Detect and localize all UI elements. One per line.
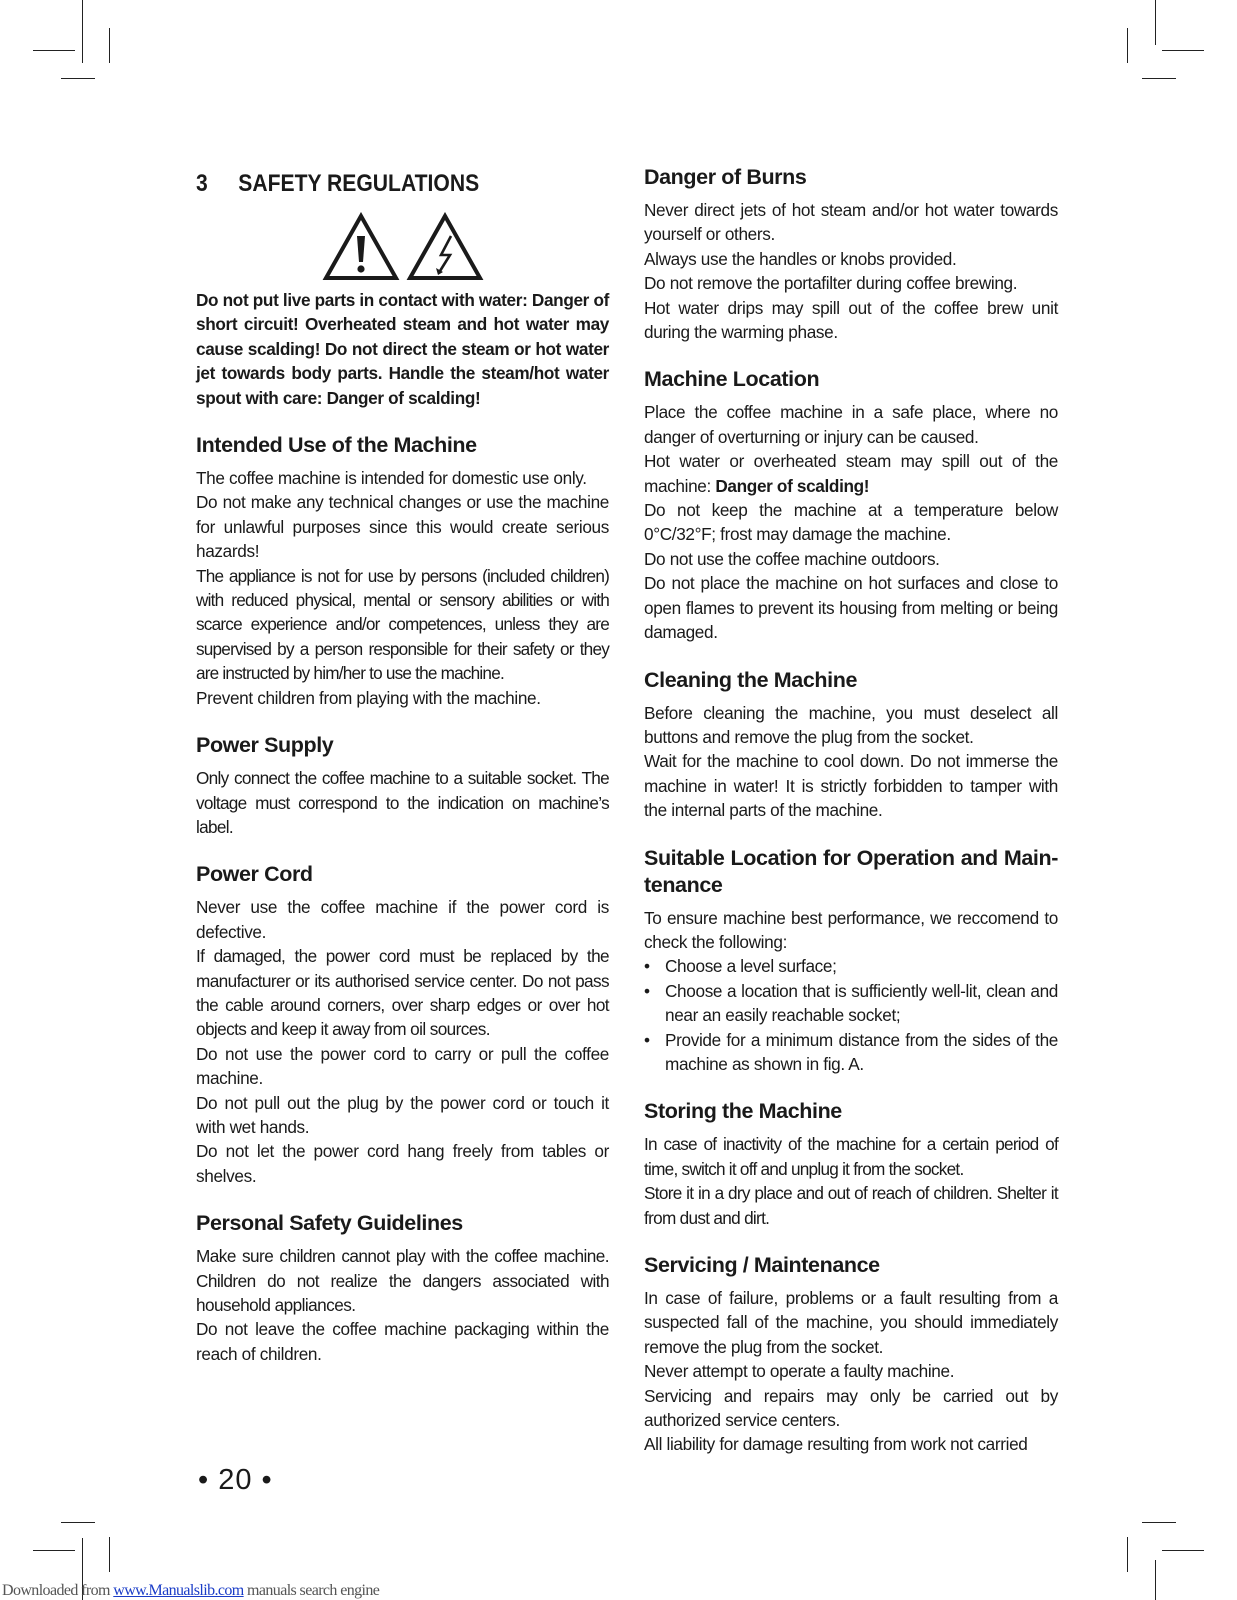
section-title: Power Supply bbox=[196, 733, 334, 758]
crop-mark bbox=[1127, 28, 1128, 63]
right-column bbox=[644, 164, 1058, 1479]
crop-mark bbox=[33, 50, 75, 51]
list-item bbox=[644, 979, 1058, 1028]
warning-exclamation-icon bbox=[322, 212, 400, 282]
crop-mark bbox=[109, 28, 110, 63]
paragraph: Wait for the machine to cool down. Do not immerse the machine in water! It is strictly forbidden to tamper with the internal parts of the machine. bbox=[644, 751, 1058, 821]
paragraph: Do not remove the portafilter during coffee brewing. bbox=[644, 273, 1018, 294]
high-voltage-icon bbox=[406, 212, 484, 282]
crop-mark bbox=[1142, 78, 1176, 79]
bullet-dot: • bbox=[644, 956, 650, 977]
list-item-text: Choose a level surface; bbox=[665, 956, 837, 977]
crop-mark bbox=[82, 0, 83, 63]
section-suitable-location bbox=[644, 845, 1058, 1077]
crop-mark bbox=[33, 1550, 75, 1551]
bullet-list bbox=[644, 954, 1058, 1076]
crop-mark bbox=[61, 1522, 95, 1523]
list-item-text: Provide for a minimum distance from the sides of the machine as shown in fig. A. bbox=[665, 1029, 1058, 1074]
section-danger-of-burns bbox=[644, 164, 1058, 344]
section-title: Suitable Location for Operation and Main-tenance bbox=[644, 845, 1058, 897]
paragraph: Never direct jets of hot steam and/or hot water towards yourself or others. bbox=[644, 200, 1058, 245]
section-title: Danger of Burns bbox=[644, 165, 807, 189]
section-machine-location bbox=[644, 366, 1058, 644]
section-title: Intended Use of the Machine bbox=[196, 433, 477, 458]
crop-mark bbox=[109, 1537, 110, 1572]
list-item-text: Choose a location that is sufficiently well-lit, clean and near an easily reachable socket; bbox=[665, 980, 1058, 1026]
list-item bbox=[644, 954, 1058, 978]
bullet-dot: • bbox=[644, 1029, 650, 1050]
crop-mark bbox=[1162, 50, 1204, 51]
section-title: Servicing / Maintenance bbox=[644, 1253, 880, 1277]
crop-mark bbox=[1155, 0, 1156, 45]
paragraph: Do not place the machine on hot surfaces and close to open flames to prevent its housing from melting or being damaged. bbox=[644, 573, 1058, 643]
crop-mark bbox=[1155, 1560, 1156, 1600]
crop-mark bbox=[1142, 1522, 1176, 1523]
left-column bbox=[196, 164, 609, 1388]
paragraph: In case of inactivity of the machine for a certain period of time, switch it off and unplug it from the socket. bbox=[644, 1134, 1058, 1179]
section-personal-safety bbox=[196, 1210, 609, 1366]
paragraph: Do not let the power cord hang freely from tables or shelves. bbox=[196, 1141, 609, 1186]
section-cleaning bbox=[644, 667, 1058, 823]
section-title: Machine Location bbox=[644, 367, 820, 392]
paragraph: Store it in a dry place and out of reach of children. Shelter it from dust and dirt. bbox=[644, 1183, 1058, 1228]
paragraph: Servicing and repairs may only be carried out by authorized service centers. bbox=[644, 1385, 1058, 1431]
paragraph: Do not leave the coffee machine packaging within the reach of children. bbox=[196, 1319, 609, 1364]
paragraph: Always use the handles or knobs provided. bbox=[644, 248, 957, 269]
crop-mark bbox=[1127, 1537, 1128, 1572]
paragraph: Do not keep the machine at a temperature below 0°C/32°F; frost may damage the machine. bbox=[644, 500, 1058, 545]
section-servicing bbox=[644, 1252, 1058, 1457]
paragraph: Do not pull out the plug by the power cord or touch it with wet hands. bbox=[196, 1092, 609, 1137]
paragraph: Make sure children cannot play with the coffee machine. Children do not realize the dangers associated with household appliances. bbox=[196, 1246, 609, 1315]
section-power-cord bbox=[196, 861, 609, 1188]
crop-mark bbox=[61, 78, 95, 79]
paragraph: Never attempt to operate a faulty machine. bbox=[644, 1361, 955, 1382]
paragraph: Do not use the power cord to carry or pull the coffee machine. bbox=[196, 1043, 609, 1089]
footer-suffix: manuals search engine bbox=[243, 1582, 380, 1599]
paragraph-text: Hot water or overheated steam may spill out of the machine: bbox=[644, 451, 1058, 496]
paragraph: Hot water drips may spill out of the coffee brew unit during the warming phase. bbox=[644, 297, 1058, 343]
paragraph: The appliance is not for use by persons (included children) with reduced physical, mental or sensory abilities or with scarce experience and/or competences, unless they are supervised by a person responsible for their safety or they are instructed by him/her to use the machine. bbox=[196, 565, 609, 684]
manualslib-link[interactable]: www.Manualslib.com bbox=[113, 1582, 244, 1599]
paragraph: If damaged, the power cord must be replaced by the manufacturer or its authorised service center. Do not pass the cable around corners, over sharp edges or over hot objects and keep it away from oil sources. bbox=[196, 946, 609, 1040]
paragraph: Place the coffee machine in a safe place, where no danger of overturning or injury can be caused. bbox=[644, 402, 1058, 447]
crop-mark bbox=[1162, 1550, 1204, 1551]
paragraph: Do not make any technical changes or use the machine for unlawful purposes since this would create serious hazards! bbox=[196, 492, 609, 562]
section-title: Storing the Machine bbox=[644, 1099, 842, 1124]
section-title: Cleaning the Machine bbox=[644, 667, 858, 692]
paragraph: Do not use the coffee machine outdoors. bbox=[644, 548, 940, 569]
paragraph: To ensure machine best performance, we reccomend to check the following: bbox=[644, 907, 1058, 952]
warning-icons bbox=[196, 212, 609, 282]
scalding-warning: Danger of scalding! bbox=[715, 475, 870, 496]
section-power-supply bbox=[196, 732, 609, 839]
chapter-heading bbox=[196, 170, 559, 198]
paragraph: Before cleaning the machine, you must deselect all buttons and remove the plug from the socket. bbox=[644, 702, 1058, 747]
bullet-dot: • bbox=[644, 980, 650, 1001]
paragraph: In case of failure, problems or a fault resulting from a suspected fall of the machine, you should immediately remove the plug from the socket. bbox=[644, 1288, 1058, 1357]
footer-prefix: Downloaded from bbox=[2, 1582, 114, 1599]
page-number: • 20 • bbox=[198, 1464, 273, 1496]
paragraph bbox=[644, 449, 1058, 498]
chapter-number: 3 bbox=[196, 170, 208, 197]
paragraph: All liability for damage resulting from work not carried bbox=[644, 1434, 1028, 1455]
section-title: Power Cord bbox=[196, 862, 313, 887]
paragraph: Never use the coffee machine if the power cord is defective. bbox=[196, 897, 609, 942]
paragraph: Prevent children from playing with the machine. bbox=[196, 687, 541, 708]
footer bbox=[2, 1582, 379, 1600]
section-intended-use bbox=[196, 432, 609, 710]
list-item bbox=[644, 1028, 1058, 1077]
paragraph: Only connect the coffee machine to a suitable socket. The voltage must correspond to the indication on machine’s label. bbox=[196, 768, 609, 837]
section-storing bbox=[644, 1098, 1058, 1230]
lead-warning: Do not put live parts in contact with water: Danger of short circuit! Overheated steam and hot water may cause scalding! Do not direct the steam or hot water jet towards body parts. Handle the steam/hot water spout with care: Danger of scalding! bbox=[196, 290, 609, 408]
section-title: Personal Safety Guidelines bbox=[196, 1211, 463, 1236]
chapter-title: SAFETY REGULATIONS bbox=[238, 170, 480, 197]
paragraph: The coffee machine is intended for domestic use only. bbox=[196, 468, 587, 489]
